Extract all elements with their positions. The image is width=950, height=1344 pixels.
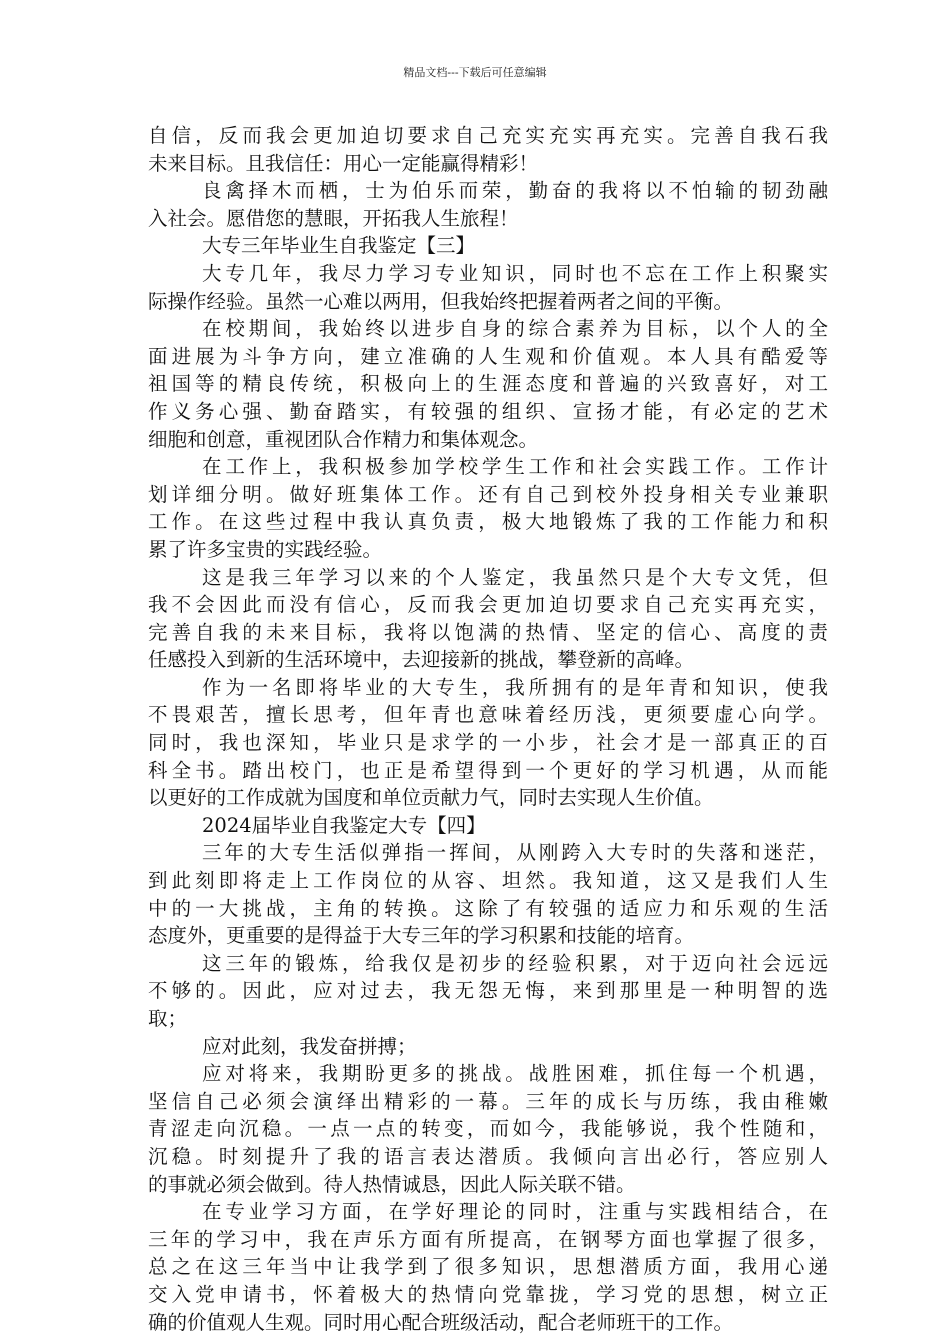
text-line: 我不会因此而没有信心，反而我会更加迫切要求自己充实再充实， [148,593,828,617]
paragraph [148,1198,828,1336]
paragraph [148,260,828,315]
text-line: 同时，我也深知，毕业只是求学的一小步，社会才是一部真正的百 [148,731,828,755]
paragraph [148,1033,828,1061]
text-line: 细胞和创意，重视团队合作精力和集体观念。 [148,427,539,451]
text-line: 作义务心强、勤奋踏实，有较强的组织、宣扬才能，有必定的艺术 [148,399,828,423]
paragraph [148,122,828,177]
text-line: 完善自我的未来目标，我将以饱满的热情、坚定的信心、高度的责 [148,620,828,644]
paragraph [148,674,828,812]
text-line: 这三年的锻炼，给我仅是初步的经验积累，对于迈向社会远远 [202,951,828,975]
text-line: 青涩走向沉稳。一点一点的转变，而如今，我能够说，我个性随和， [148,1117,828,1141]
text-line: 未来目标。且我信任：用心一定能赢得精彩！ [148,151,539,175]
text-line: 良禽择木而栖，士为伯乐而荣，勤奋的我将以不怕输的韧劲融 [202,179,828,203]
text-line: 在校期间，我始终以进步自身的综合素养为目标，以个人的全 [202,317,828,341]
section-heading [148,232,828,260]
section-heading [148,812,828,840]
text-line: 不畏艰苦，擅长思考，但年青也意味着经历浅，更须要虚心向学。 [148,703,828,727]
paragraph [148,315,828,453]
paragraph [148,177,828,232]
text-line: 在工作上，我积极参加学校学生工作和社会实践工作。工作计 [202,455,828,479]
text-line: 在专业学习方面，在学好理论的同时，注重与实践相结合，在 [202,1200,828,1224]
paragraph [148,839,828,949]
paragraph [148,1060,828,1198]
text-line: 取； [148,1007,188,1030]
text-line: 交入党申请书，怀着极大的热情向党靠拢，学习党的思想，树立正 [148,1282,828,1306]
text-line: 三年的学习中，我在声乐方面有所提高，在钢琴方面也掌握了很多， [148,1227,828,1251]
text-line: 累了许多宝贵的实践经验。 [148,537,383,561]
document-body [148,122,828,1336]
text-line: 态度外，更重要的是得益于大专三年的学习积累和技能的培育。 [148,924,695,948]
text-line: 三年的大专生活似弹指一挥间，从刚跨入大专时的失落和迷茫， [202,841,828,865]
text-line: 坚信自己必须会演绎出精彩的一幕。三年的成长与历练，我由稚嫩 [148,1089,828,1113]
text-line: 祖国等的精良传统，积极向上的生涯态度和普遍的兴致喜好，对工 [148,372,828,396]
text-line: 沉稳。时刻提升了我的语言表达潜质。我倾向言出必行，答应别人 [148,1144,828,1168]
heading-text: 2024届毕业自我鉴定大专【四】 [202,813,486,837]
heading-text: 大专三年毕业生自我鉴定【三】 [202,234,476,258]
text-line: 总之在这三年当中让我学到了很多知识，思想潜质方面，我用心递 [148,1255,828,1279]
text-line: 自信，反而我会更加迫切要求自己充实充实再充实。完善自我石我 [148,124,828,147]
text-line: 面进展为斗争方向，建立准确的人生观和价值观。本人具有酷爱等 [148,344,828,368]
page-header: 精品文档---下载后可任意编辑 [403,66,547,79]
paragraph [148,950,828,1033]
text-line: 大专几年，我尽力学习专业知识，同时也不忘在工作上积聚实 [202,261,828,285]
text-line: 工作。在这些过程中我认真负责，极大地锻炼了我的工作能力和积 [148,510,828,534]
text-line: 任感投入到新的生活环境中，去迎接新的挑战，攀登新的高峰。 [148,648,695,672]
text-line: 划详细分明。做好班集体工作。还有自己到校外投身相关专业兼职 [148,482,828,506]
text-line: 的事就必须会做到。待人热情诚恳，因此人际关联不错。 [148,1172,636,1196]
text-line: 这是我三年学习以来的个人鉴定，我虽然只是个大专文凭，但 [202,565,828,589]
text-line: 以更好的工作成就为国度和单位贡献力气，同时去实现人生价值。 [148,786,714,810]
text-line: 应对此刻，我发奋拼搏； [202,1034,417,1058]
paragraph [148,564,828,674]
text-line: 中的一大挑战，主角的转换。这除了有较强的适应力和乐观的生活 [148,896,828,920]
text-line: 科全书。踏出校门，也正是希望得到一个更好的学习机遇，从而能 [148,758,828,782]
text-line: 作为一名即将毕业的大专生，我所拥有的是年青和知识，使我 [202,675,828,699]
text-line: 确的价值观人生观。同时用心配合班级活动，配合老师班干的工作。 [148,1310,734,1334]
text-line: 入社会。愿借您的慧眼，开拓我人生旅程！ [148,206,519,230]
text-line: 际操作经验。虽然一心难以两用，但我始终把握着两者之间的平衡。 [148,289,734,313]
paragraph [148,453,828,563]
text-line: 应对将来，我期盼更多的挑战。战胜困难，抓住每一个机遇， [202,1062,828,1086]
text-line: 不够的。因此，应对过去，我无怨无悔，来到那里是一种明智的选 [148,979,828,1003]
text-line: 到此刻即将走上工作岗位的从容、坦然。我知道，这又是我们人生 [148,869,828,893]
